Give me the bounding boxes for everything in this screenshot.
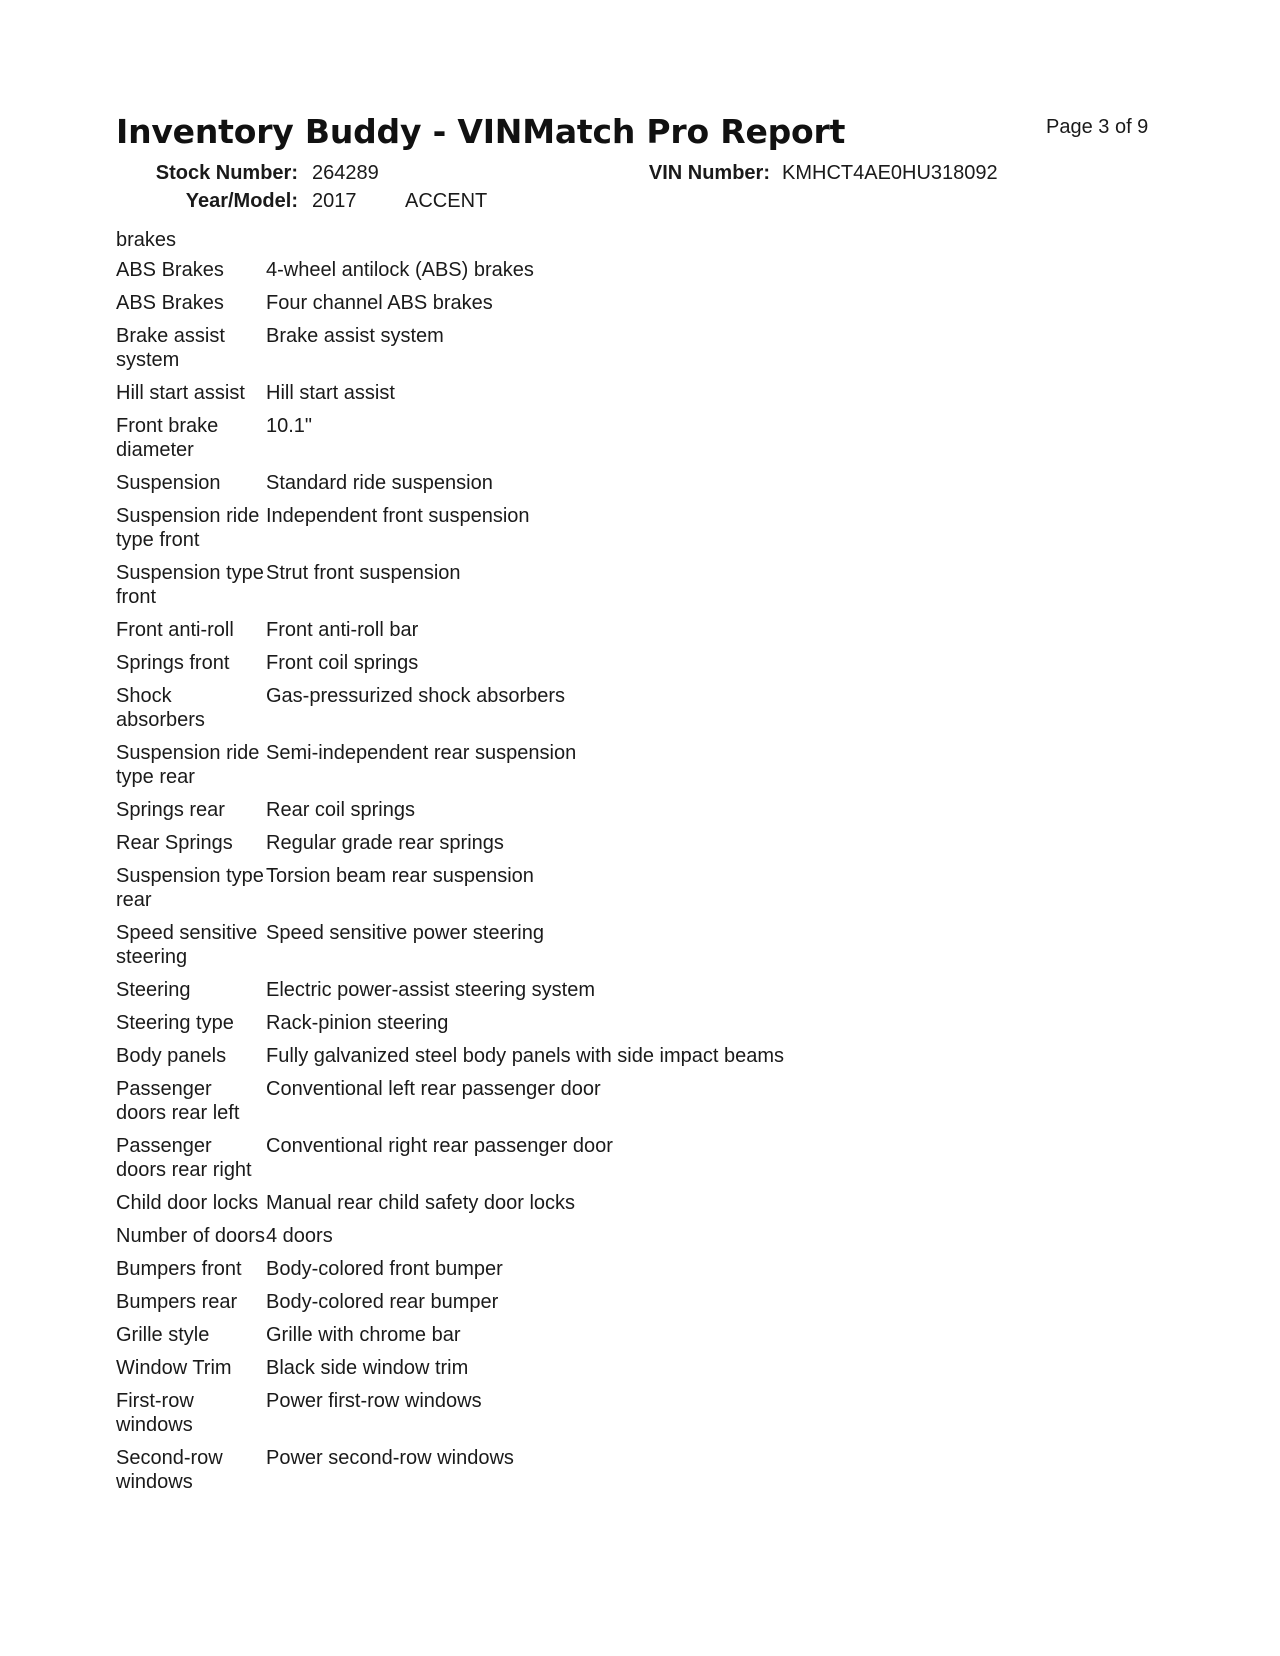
spec-row (116, 651, 1016, 684)
spec-label: Number of doors (116, 1225, 265, 1247)
spec-row (116, 414, 1016, 471)
spec-value: Independent front suspension (266, 505, 530, 527)
spec-value: Speed sensitive power steering (266, 922, 544, 944)
spec-value: Brake assist system (266, 325, 444, 347)
spec-row (116, 471, 1016, 504)
spec-row (116, 1134, 1016, 1191)
spec-value: Body-colored front bumper (266, 1258, 503, 1280)
spec-label: Second-row windows (116, 1447, 223, 1493)
spec-label: Brake assist system (116, 325, 225, 371)
spec-table (116, 258, 1016, 1503)
spec-label: Window Trim (116, 1357, 232, 1379)
section-heading: brakes (116, 229, 177, 251)
spec-label: Passenger doors rear right (116, 1135, 252, 1181)
spec-row (116, 798, 1016, 831)
spec-value: Grille with chrome bar (266, 1324, 461, 1346)
spec-value: Four channel ABS brakes (266, 292, 493, 314)
spec-value: Power second-row windows (266, 1447, 514, 1469)
vin-number-value: KMHCT4AE0HU318092 (782, 162, 998, 184)
spec-label: Bumpers front (116, 1258, 242, 1280)
spec-label: Body panels (116, 1045, 227, 1067)
spec-value: Rear coil springs (266, 799, 415, 821)
spec-row (116, 1044, 1016, 1077)
spec-value: 4 doors (266, 1225, 333, 1247)
spec-value: 4-wheel antilock (ABS) brakes (266, 259, 534, 281)
spec-label: Suspension ride type front (116, 505, 260, 551)
spec-row (116, 1011, 1016, 1044)
spec-row (116, 1191, 1016, 1224)
spec-value: Power first-row windows (266, 1390, 482, 1412)
spec-value: Gas-pressurized shock absorbers (266, 685, 566, 707)
year-model-label: Year/Model: (185, 190, 298, 212)
spec-label: ABS Brakes (116, 292, 224, 314)
spec-row (116, 921, 1016, 978)
spec-label: Springs front (116, 652, 230, 674)
spec-label: Front anti-roll (116, 619, 234, 641)
spec-value: Fully galvanized steel body panels with side impact beams (266, 1045, 785, 1067)
spec-label: Rear Springs (116, 832, 233, 854)
stock-number-value: 264289 (312, 162, 379, 184)
report-title: Inventory Buddy - VINMatch Pro Report (116, 112, 846, 151)
spec-label: Hill start assist (116, 382, 245, 404)
spec-row (116, 324, 1016, 381)
spec-row (116, 1257, 1016, 1290)
page-number: Page 3 of 9 (1046, 116, 1149, 138)
spec-value: Body-colored rear bumper (266, 1291, 499, 1313)
spec-value: Front coil springs (266, 652, 419, 674)
spec-value: Regular grade rear springs (266, 832, 504, 854)
spec-row (116, 1356, 1016, 1389)
spec-label: Suspension type front (116, 562, 264, 608)
spec-row (116, 1323, 1016, 1356)
spec-row (116, 504, 1016, 561)
year-value: 2017 (312, 190, 357, 212)
spec-row (116, 864, 1016, 921)
spec-row (116, 381, 1016, 414)
spec-label: Shock absorbers (116, 685, 205, 731)
spec-row (116, 258, 1016, 291)
spec-value: 10.1" (266, 415, 313, 437)
stock-number-label: Stock Number: (155, 162, 298, 184)
spec-row (116, 1389, 1016, 1446)
spec-label: Speed sensitive steering (116, 922, 258, 968)
spec-value: Hill start assist (266, 382, 395, 404)
spec-row (116, 978, 1016, 1011)
spec-table-body (116, 258, 1016, 1503)
spec-value: Manual rear child safety door locks (266, 1192, 576, 1214)
spec-label: Child door locks (116, 1192, 259, 1214)
spec-value: Strut front suspension (266, 562, 461, 584)
spec-label: Suspension (116, 472, 221, 494)
model-value: ACCENT (405, 190, 488, 212)
spec-row (116, 684, 1016, 741)
spec-row (116, 561, 1016, 618)
spec-label: Suspension type rear (116, 865, 264, 911)
spec-label: Bumpers rear (116, 1291, 238, 1313)
spec-value: Rack-pinion steering (266, 1012, 449, 1034)
vin-number-label: VIN Number: (648, 162, 770, 184)
spec-value: Black side window trim (266, 1357, 469, 1379)
spec-label: Front brake diameter (116, 415, 219, 461)
spec-label: Grille style (116, 1324, 210, 1346)
spec-label: Suspension ride type rear (116, 742, 260, 788)
spec-label: Passenger doors rear left (116, 1078, 240, 1124)
spec-label: ABS Brakes (116, 259, 224, 281)
spec-label: Springs rear (116, 799, 225, 821)
spec-row (116, 1077, 1016, 1134)
spec-value: Torsion beam rear suspension (266, 865, 534, 887)
spec-value: Conventional right rear passenger door (266, 1135, 613, 1157)
spec-row (116, 1224, 1016, 1257)
spec-row (116, 618, 1016, 651)
spec-value: Semi-independent rear suspension (266, 742, 577, 764)
spec-value: Standard ride suspension (266, 472, 493, 494)
spec-value: Conventional left rear passenger door (266, 1078, 601, 1100)
spec-value: Front anti-roll bar (266, 619, 419, 641)
spec-label: Steering type (116, 1012, 234, 1034)
spec-row (116, 741, 1016, 798)
spec-row (116, 1290, 1016, 1323)
spec-row (116, 291, 1016, 324)
spec-row (116, 831, 1016, 864)
spec-row (116, 1446, 1016, 1503)
spec-label: Steering (116, 979, 191, 1001)
spec-label: First-row windows (116, 1390, 194, 1436)
spec-value: Electric power-assist steering system (266, 979, 595, 1001)
